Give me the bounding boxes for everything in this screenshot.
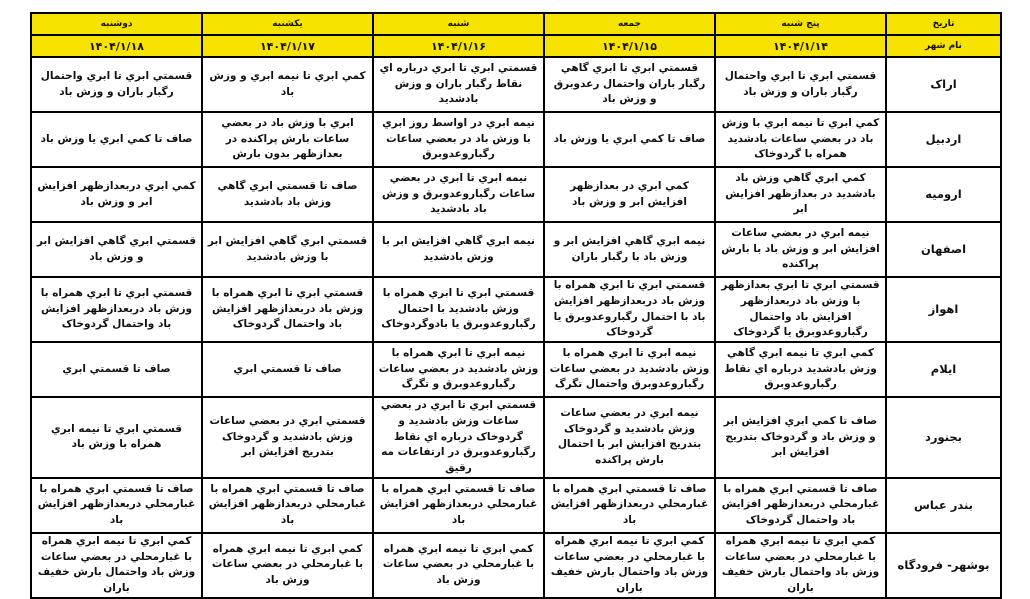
forecast-cell: كمي ابري تا نيمه ابري همراه با غبارمحلي در بعضي ساعات وزش باد [202,533,373,598]
forecast-cell: قسمتي ابري تا ابري همراه با وزش باد دربعدازظهر افزايش باد واحتمال گردوخاک [202,277,373,342]
forecast-cell: صاف تا قسمتي ابري [31,342,202,397]
forecast-cell: قسمتي ابري تا ابري درباره اي نقاط رگبار باران و وزش بادشديد [373,57,544,112]
forecast-cell: كمي ابري تا نيمه ابري با وزش باد در بعضي ساعات بادشديد همراه با گردوخاک [715,112,886,167]
forecast-cell: كمي ابري تا نيمه ابري همراه با غبارمحلي در بعضي ساعات وزش باد [373,533,544,598]
forecast-cell: قسمتي ابري در بعضي ساعات وزش بادشديد و گردوخاک بتدريج افزايش ابر [202,397,373,478]
forecast-cell: قسمتي ابري تا ابري همراه با وزش باد دربعدازظهر افزايش باد واحتمال گردوخاک [31,277,202,342]
forecast-cell: صاف تا كمي ابري افزايش ابر و وزش باد و گردوخاک بتدريج افزايش ابر [715,397,886,478]
header-date-5: ۱۴۰۴/۱/۱۸ [31,35,202,57]
header-date-4: ۱۴۰۴/۱/۱۷ [202,35,373,57]
table-row [31,342,1001,397]
forecast-cell: نيمه ابري در اواسط روز ابري با وزش باد در بعضي ساعات رگباروعدوبرق [373,112,544,167]
city-name: بندر عباس [886,478,1001,533]
table-row [31,533,1001,598]
city-name: بوشهر- فرودگاه [886,533,1001,598]
forecast-cell: نيمه ابري در بعضي ساعات افزايش ابر و وزش باد با بارش پراكنده [715,222,886,277]
forecast-cell: صاف تا كمي ابري يا وزش باد [31,112,202,167]
header-day-3: شنبه [373,13,544,35]
header-corner-date: تاریخ [886,13,1001,35]
forecast-cell: صاف تا كمي ابري يا وزش باد [544,112,715,167]
forecast-cell: كمي ابري در بعدازظهر افزايش ابر و وزش باد [544,167,715,222]
city-name: بجنورد [886,397,1001,478]
forecast-cell: كمي ابري تا نيمه ابري همراه با غبارمحلي در بعضي ساعات وزش باد واحتمال بارش خفيف باران [544,533,715,598]
header-date-3: ۱۴۰۴/۱/۱۶ [373,35,544,57]
table-row [31,112,1001,167]
forecast-cell: نيمه ابري تا ابري در بعضي ساعات رگباروعدوبرق و وزش باد بادشديد [373,167,544,222]
forecast-cell: صاف تا قسمتي ابري [202,342,373,397]
forecast-cell: قسمتي ابري گاهي افزايش ابر و وزش باد [31,222,202,277]
forecast-table-body [31,13,1001,598]
header-corner-city: نام شهر [886,35,1001,57]
forecast-cell: نيمه ابري گاهي افزايش ابر و وزش باد با رگبار باران [544,222,715,277]
forecast-cell: قسمتي ابري تا ابري در بعضي ساعات وزش بادشديد و گردوخاک درباره اي نقاط رگباروعدوبرق در ارتفاعات مه رقيق [373,397,544,478]
city-name: اراک [886,57,1001,112]
city-name: ارومیه [886,167,1001,222]
forecast-cell: قسمتي ابري تا ابري بعدازظهر با وزش باد دربعدازظهر افزايش باد واحتمال رگباروعدوبرق يا گردوخاک [715,277,886,342]
forecast-cell: ابري با وزش باد در بعضي ساعات بارش پراكنده در بعدازظهر بدون بارش [202,112,373,167]
table-row [31,167,1001,222]
city-name: اهواز [886,277,1001,342]
forecast-cell: صاف تا قسمتي ابري همراه با غبارمحلي دربعدازظهر افزايش باد [373,478,544,533]
forecast-cell: كمي ابري تا نيمه ابري و وزش باد [202,57,373,112]
forecast-cell: نيمه ابري تا ابري همراه با وزش بادشديد در بعضي ساعات رگباروعدوبرق واحتمال تگرگ [544,342,715,397]
forecast-cell: صاف تا قسمتي ابري گاهي وزش باد بادشديد [202,167,373,222]
forecast-cell: كمي ابري تا نيمه ابري گاهي وزش بادشديد درباره اي نقاط رگباروعدوبرق [715,342,886,397]
forecast-cell: نيمه ابري گاهي افزايش ابر با وزش بادشديد [373,222,544,277]
table-row [31,397,1001,478]
forecast-cell: كمي ابري تا نيمه ابري همراه با غبارمحلي در بعضي ساعات وزش باد واحتمال بارش خفيف باران [31,533,202,598]
header-date-1: ۱۴۰۴/۱/۱۴ [715,35,886,57]
forecast-cell: قسمتي ابري تا ابري گاهي رگبار باران واحتمال رعدوبرق و وزش باد [544,57,715,112]
forecast-cell: كمي ابري گاهي وزش باد بادشديد در بعدازظهر افزايش ابر [715,167,886,222]
header-date-2: ۱۴۰۴/۱/۱۵ [544,35,715,57]
city-name: اصفهان [886,222,1001,277]
table-row [31,277,1001,342]
forecast-cell: نيمه ابري تا ابري همراه با وزش بادشديد در بعضي ساعات رگباروعدوبرق و تگرگ [373,342,544,397]
forecast-cell: قسمتي ابري گاهي افزايش ابر با وزش بادشديد [202,222,373,277]
header-day-4: یکشنبه [202,13,373,35]
forecast-cell: صاف تا قسمتي ابري همراه با غبارمحلي دربعدازظهر افزايش باد [31,478,202,533]
header-day-5: دوشنبه [31,13,202,35]
forecast-cell: قسمتي ابري تا ابري واحتمال رگبار باران و وزش باد [715,57,886,112]
header-day-2: جمعه [544,13,715,35]
forecast-cell: قسمتي ابري تا ابري واحتمال رگبار باران و وزش باد [31,57,202,112]
table-row [31,57,1001,112]
header-row-dates [31,35,1001,57]
city-name: ایلام [886,342,1001,397]
forecast-cell: صاف تا قسمتي ابري همراه با غبارمحلي دربعدازظهر افزايش باد [544,478,715,533]
forecast-cell: قسمتي ابري تا ابري همراه با وزش بادشديد با احتمال رگباروعدوبرق يا بادوگردوخاک [373,277,544,342]
forecast-cell: نيمه ابري در بعضي ساعات وزش بادشديد و گردوخاک بتدريج افزايش ابر با احتمال بارش پراكنده [544,397,715,478]
forecast-cell: قسمتي ابري تا ابري همراه با وزش باد دربعدازظهر افزايش باد با احتمال رگباروعدوبرق يا گردوخاک [544,277,715,342]
forecast-cell: صاف تا قسمتي ابري همراه با غبارمحلي دربعدازظهر افزايش باد [202,478,373,533]
forecast-cell: كمي ابري تا نيمه ابري همراه با غبارمحلي در بعضي ساعات وزش باد واحتمال بارش خفيف باران [715,533,886,598]
forecast-cell: كمي ابري دربعدازظهر افزايش ابر و وزش باد [31,167,202,222]
header-day-1: پنج شنبه [715,13,886,35]
city-name: اردبیل [886,112,1001,167]
forecast-cell: قسمتي ابري تا نيمه ابري همراه با وزش باد [31,397,202,478]
forecast-table [30,12,1002,599]
header-row-days [31,13,1001,35]
forecast-cell: صاف تا قسمتي ابري همراه با غبارمحلي دربعدازظهر افزايش باد واحتمال گردوخاک [715,478,886,533]
table-row [31,222,1001,277]
table-row [31,478,1001,533]
